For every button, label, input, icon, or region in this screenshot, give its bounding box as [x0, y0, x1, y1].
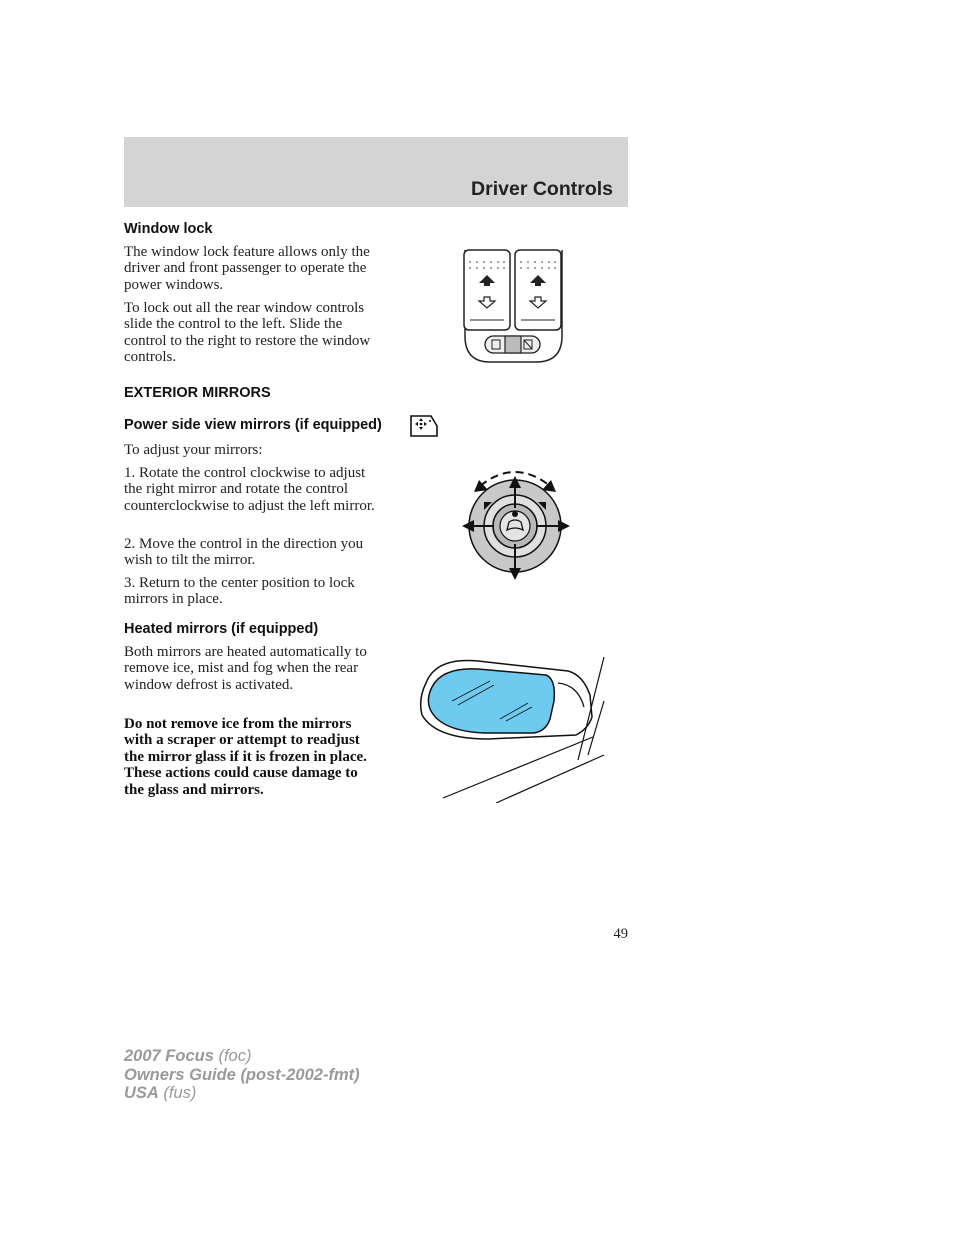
mirror-knob-icon: [460, 464, 572, 584]
footer-model-code: (foc): [213, 1047, 252, 1065]
power-mirrors-step-2: 2. Move the control in the direction you wish to tilt the mirror.: [124, 536, 364, 569]
footer-region-code: (fus): [158, 1084, 197, 1102]
exterior-mirrors-heading: EXTERIOR MIRRORS: [124, 385, 271, 401]
heated-mirrors-paragraph: Both mirrors are heated automatically to remove ice, mist and fog when the rear window defrost is activated.: [124, 644, 367, 693]
header-band: [124, 137, 628, 207]
heated-mirror-icon: [418, 655, 608, 803]
heated-mirrors-warning: Do not remove ice from the mirrors with a scraper or attempt to readjust the mirror glass if it is frozen in place. These actions could cause damage to the glass and mirrors.: [124, 716, 367, 798]
footer-guide: Owners Guide (post-2002-fmt): [124, 1065, 360, 1084]
footer-model: 2007 Focus: [124, 1047, 214, 1065]
footer: [124, 1047, 360, 1103]
window-lock-heading: Window lock: [124, 221, 213, 237]
page-number: 49: [613, 926, 628, 942]
footer-line-1: [124, 1047, 360, 1066]
page-title: Driver Controls: [471, 178, 613, 200]
heated-mirrors-heading: Heated mirrors (if equipped): [124, 621, 319, 637]
footer-line-2: [124, 1066, 360, 1085]
window-lock-paragraph-2: To lock out all the rear window controls slide the control to the left. Slide the control to the right to restore the window controls.: [124, 300, 371, 366]
footer-line-3: [124, 1084, 360, 1103]
power-mirrors-step-3: 3. Return to the center position to lock mirrors in place.: [124, 575, 355, 608]
footer-region: USA: [124, 1084, 159, 1102]
power-mirrors-intro: To adjust your mirrors:: [124, 442, 263, 458]
power-mirrors-heading: Power side view mirrors (if equipped): [124, 417, 382, 433]
power-mirrors-step-1: 1. Rotate the control clockwise to adjust the right mirror and rotate the control counterclockwise to adjust the left mirror.: [124, 465, 375, 514]
window-lock-paragraph-1: The window lock feature allows only the driver and front passenger to operate the power windows.: [124, 244, 370, 293]
window-lock-switch-icon: [462, 244, 566, 366]
mirror-control-icon: [409, 414, 439, 438]
